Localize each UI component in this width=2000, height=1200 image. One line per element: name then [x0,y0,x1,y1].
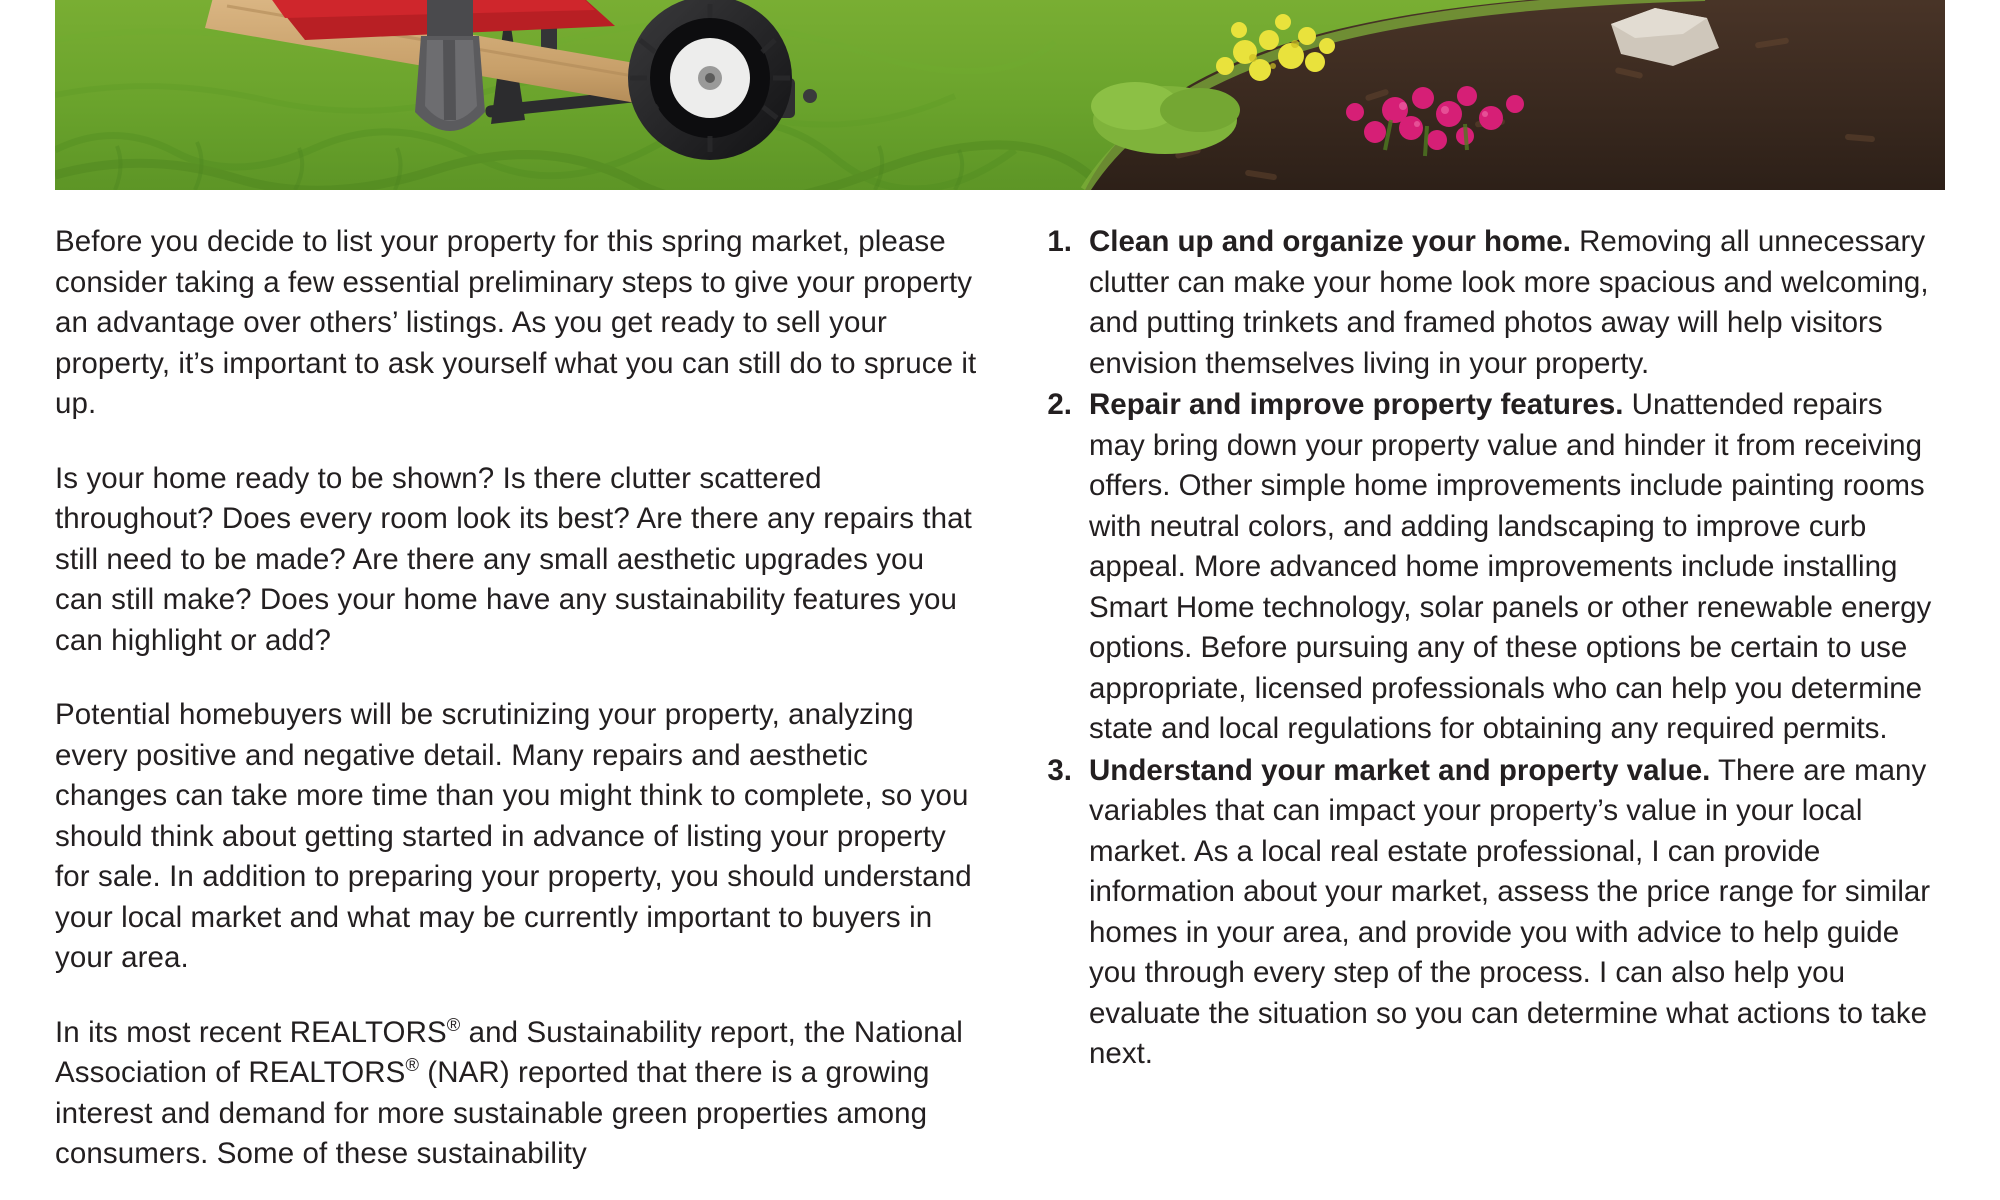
hero-photo-illustration [55,0,1945,190]
list-item-body: Removing all unnecessary clutter can make your home look more spacious and welcoming, and putting trinkets and framed photos away will help visitors envision themselves living in your property. [1089,225,1929,380]
list-item-heading: Repair and improve property features. [1089,388,1624,421]
paragraph-4 [55,1013,980,1175]
paragraph-4-part-a: In its most recent REALTORS [55,1015,447,1049]
list-item-heading: Understand your market and property value. [1089,753,1711,787]
list-item-heading: Clean up and organize your home. [1089,225,1571,258]
list-item-body: Unattended repairs may bring down your property value and hinder it from receiving offers. Other simple home improvements include painting rooms with neutral colors, and adding landscaping to improve curb appeal. More advanced home improvements include installing Smart Home technology, solar panels or other renewable energy options. Before pursuing any of these options be certain to use appropriate, licensed professionals who can help you determine state and local regulations for obtaining any required permits. [1089,388,1932,745]
paragraph-4-part-b: and Sustainability report, the National Association of REALTORS [55,1015,963,1089]
list-item-number: 1. [1047,225,1072,258]
list-item-body: There are many variables that can impact your property’s value in your local market. As a local real estate professional, I can provide information about your market, assess the price range for similar homes in your area, and provide you with advice to help guide you through every step of the process. I can also help you evaluate the situation so you can determine what actions to take next. [1089,753,1931,1070]
tips-list [1032,222,1937,1075]
list-item-number: 3. [1047,753,1072,787]
paragraph-4-part-c: (NAR) reported that there is a growing interest and demand for more sustainable green properties among consumers. Some of these sustainability [55,1056,930,1170]
right-column [1032,222,1937,1175]
list-item [1032,751,1937,1075]
paragraph-1: Before you decide to list your property for this spring market, please consider taking a few essential preliminary steps to give your property an advantage over others’ listings. As you get ready to sell your property, it’s important to ask yourself what you can still do to spruce it up. [55,225,977,420]
hero-image [55,0,1945,190]
paragraph-3: Potential homebuyers will be scrutinizing your property, analyzing every positive and negative detail. Many repairs and aesthetic changes can take more time than you might think to complete, so you should think about getting started in advance of listing your property for sale. In addition to preparing your property, you should understand your local market and what may be currently important to buyers in your area. [55,698,972,974]
left-column [55,222,980,1175]
list-item [1032,385,1937,750]
paragraph-2: Is your home ready to be shown? Is there clutter scattered throughout? Does every room look its best? Are there any repairs that still need to be made? Are there any small aesthetic upgrades you can still make? Does your home have any sustainability features you can highlight or add? [55,461,972,657]
registered-mark-2: ® [405,1054,420,1076]
registered-mark-1: ® [446,1013,461,1035]
list-item [1032,222,1937,384]
article-columns [55,222,1950,1175]
list-item-number: 2. [1047,388,1072,421]
